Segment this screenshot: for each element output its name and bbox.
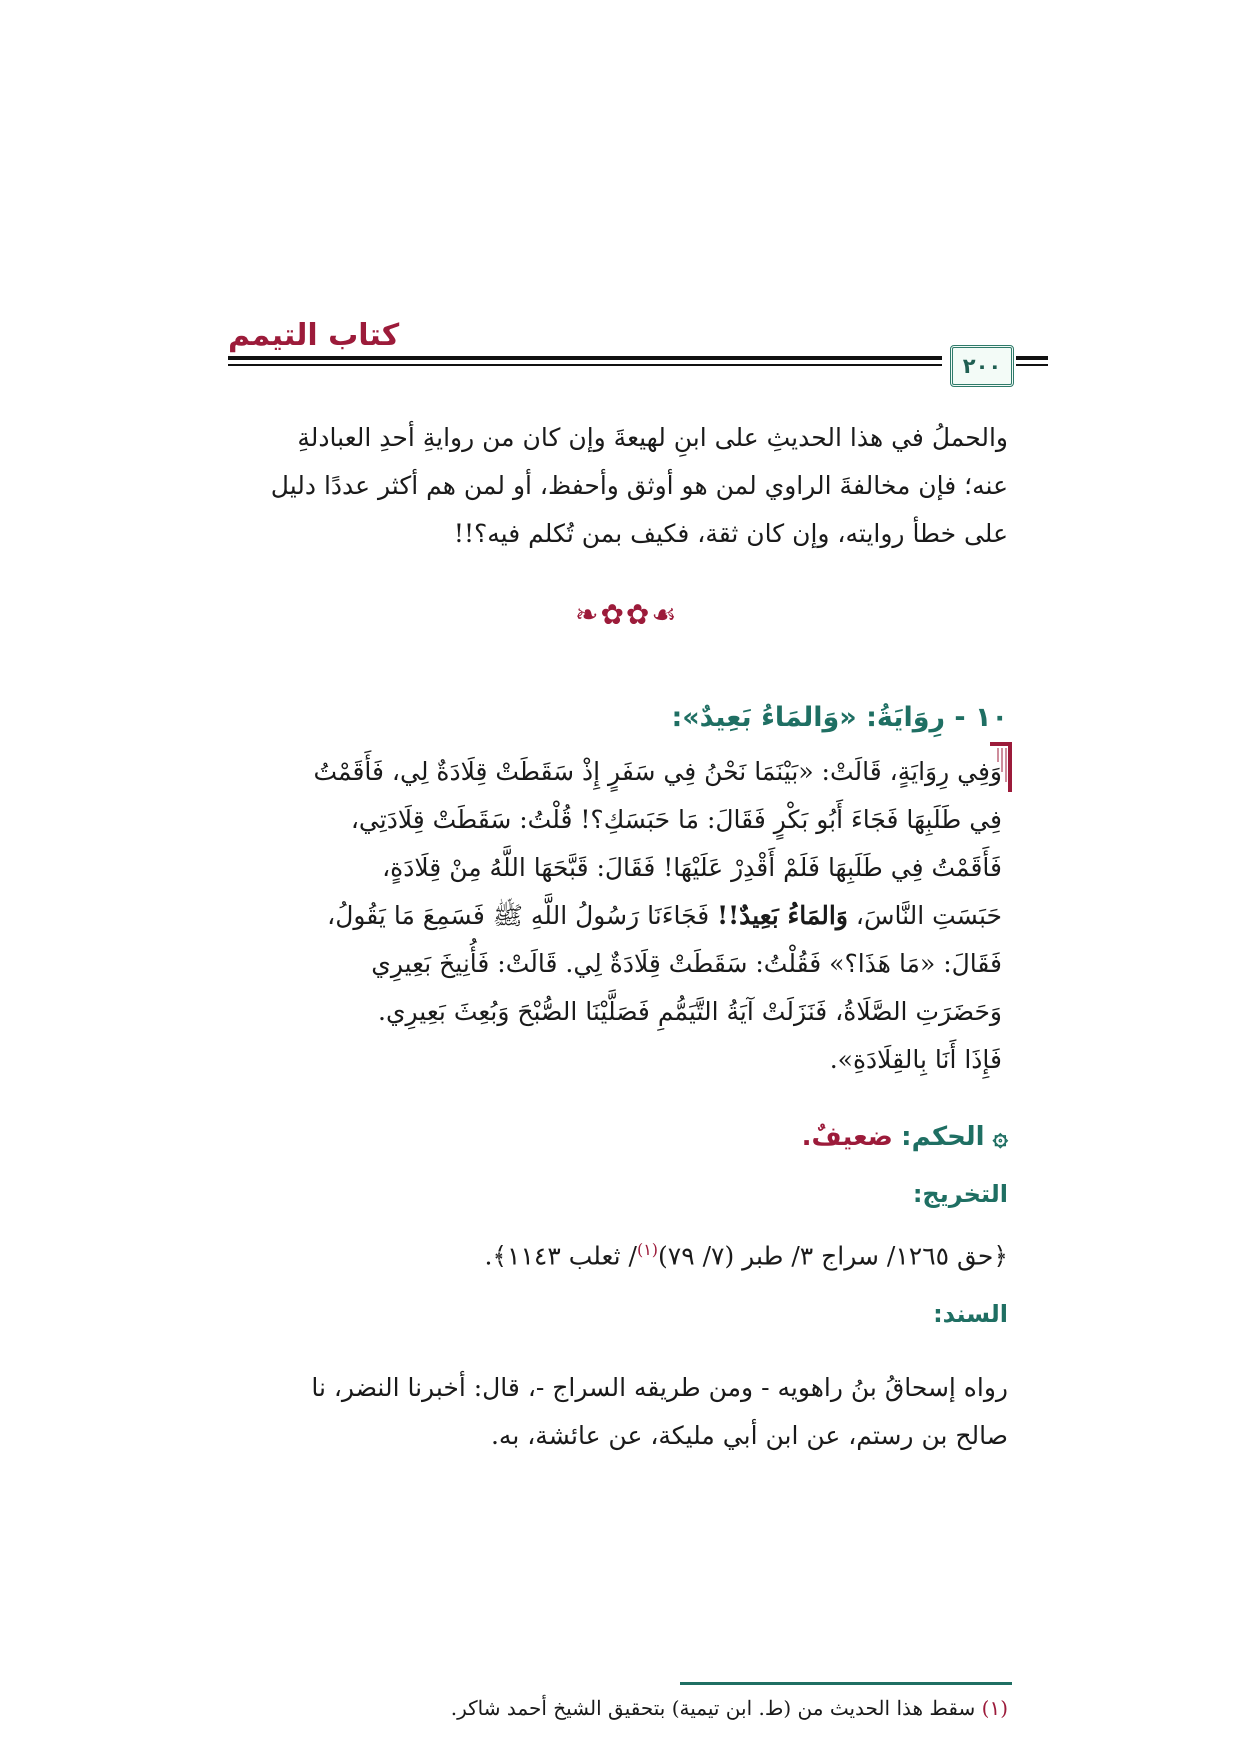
section-heading: ١٠ - رِوَايَةُ: «وَالمَاءُ بَعِيدٌ»: [671, 702, 1008, 733]
header-rule-thick [228, 356, 942, 360]
footnote-rule [680, 1682, 1012, 1685]
sanad-line: رواه إسحاقُ بنُ راهويه - ومن طريقه السراج -، قال: أخبرنا النضر، نا [311, 1373, 1008, 1402]
ruling-value: ضعيفٌ. [801, 1122, 893, 1152]
header-rule-right-thin [1016, 364, 1048, 366]
sanad-paragraph [228, 1364, 1008, 1460]
hadith-line-part: فَجَاءَنَا رَسُولُ اللَّهِ ﷺ فَسَمِعَ مَا يَقُولُ، [327, 901, 718, 930]
intro-line: والحملُ في هذا الحديثِ على ابنِ لهيعةَ وإن كان من روايةِ أحدِ العبادلةِ [297, 423, 1008, 452]
takhrij-refs: ﴿حق ١٢٦٥/ سراج ٣/ طبر (٧/ ٧٩) [658, 1241, 1008, 1271]
sanad-heading: السند: [933, 1300, 1008, 1328]
intro-line: على خطأ روايته، وإن كان ثقة، فكيف بمن تُكلم فيه؟!! [453, 519, 1008, 548]
takhrij-text [484, 1240, 1008, 1270]
ruling-icon: ۞ [992, 1122, 1008, 1152]
ruling-label: الحكم: [901, 1122, 985, 1152]
footnote-text: سقط هذا الحديث من (ط. ابن تيمية) بتحقيق الشيخ أحمد شاكر. [450, 1696, 976, 1720]
header-rule-right-thick [1016, 356, 1048, 360]
footnote-number: (١) [981, 1696, 1008, 1720]
book-title: كتاب التيمم [228, 318, 400, 353]
page-number-badge [950, 345, 1014, 387]
intro-line: عنه؛ فإن مخالفةَ الراوي لمن هو أوثق وأحفظ، أو لمن هم أكثر عددًا دليل [270, 471, 1008, 500]
header-rule-thin [228, 364, 942, 366]
takhrij-refs-end: / ثعلب ١١٤٣﴾. [484, 1241, 637, 1271]
takhrij-heading: التخريج: [912, 1180, 1008, 1208]
sanad-line: صالح بن رستم، عن ابن أبي مليكة، عن عائشة، به. [490, 1421, 1008, 1450]
ruling [802, 1122, 1008, 1152]
hadith-line: فَإِذَا أَنَا بِالقِلَادَةِ». [829, 1045, 1002, 1074]
hadith-line: فَقَالَ: «مَا هَذَا؟» فَقُلْتُ: سَقَطَتْ قِلَادَةٌ لِي. قَالَتْ: فَأُنِيخَ بَعِيرِي [371, 949, 1002, 978]
hadith-line: فَأَقَمْتُ فِي طَلَبِهَا فَلَمْ أَقْدِرْ عَلَيْهَا! فَقَالَ: قَبَّحَهَا اللَّهُ مِنْ قِلَادَةٍ، [382, 853, 1002, 882]
hadith-line-emphasis [230, 892, 1002, 940]
hadith-line: وَحَضَرَتِ الصَّلَاةُ، فَنَزَلَتْ آيَةُ التَّيَمُّمِ فَصَلَّيْنَا الصُّبْحَ وَبُعِثَ بَعِيرِي. [378, 997, 1002, 1026]
hadith-line: وَفِي رِوَايَةٍ، قَالَتْ: «بَيْنَمَا نَحْنُ فِي سَفَرٍ إِذْ سَقَطَتْ قِلَادَةٌ لِي، فَأَقَمْتُ [313, 757, 1002, 786]
hadith-text [230, 748, 1002, 1084]
footnote [228, 1696, 1008, 1720]
hadith-line-part: حَبَسَتِ النَّاسَ، [847, 901, 1002, 930]
section-divider-ornament: ❧✿✿☙ [575, 598, 679, 631]
hadith-line: فِي طَلَبِهَا فَجَاءَ أَبُو بَكْرٍ فَقَالَ: مَا حَبَسَكِ؟! قُلْتُ: سَقَطَتْ قِلَادَتِي، [350, 805, 1002, 834]
footnote-ref: (١) [636, 1240, 659, 1259]
page-number: ٢٠٠ [962, 354, 1002, 378]
hadith-bold-phrase: وَالمَاءُ بَعِيدٌ!! [717, 901, 848, 930]
intro-paragraph [228, 414, 1008, 558]
